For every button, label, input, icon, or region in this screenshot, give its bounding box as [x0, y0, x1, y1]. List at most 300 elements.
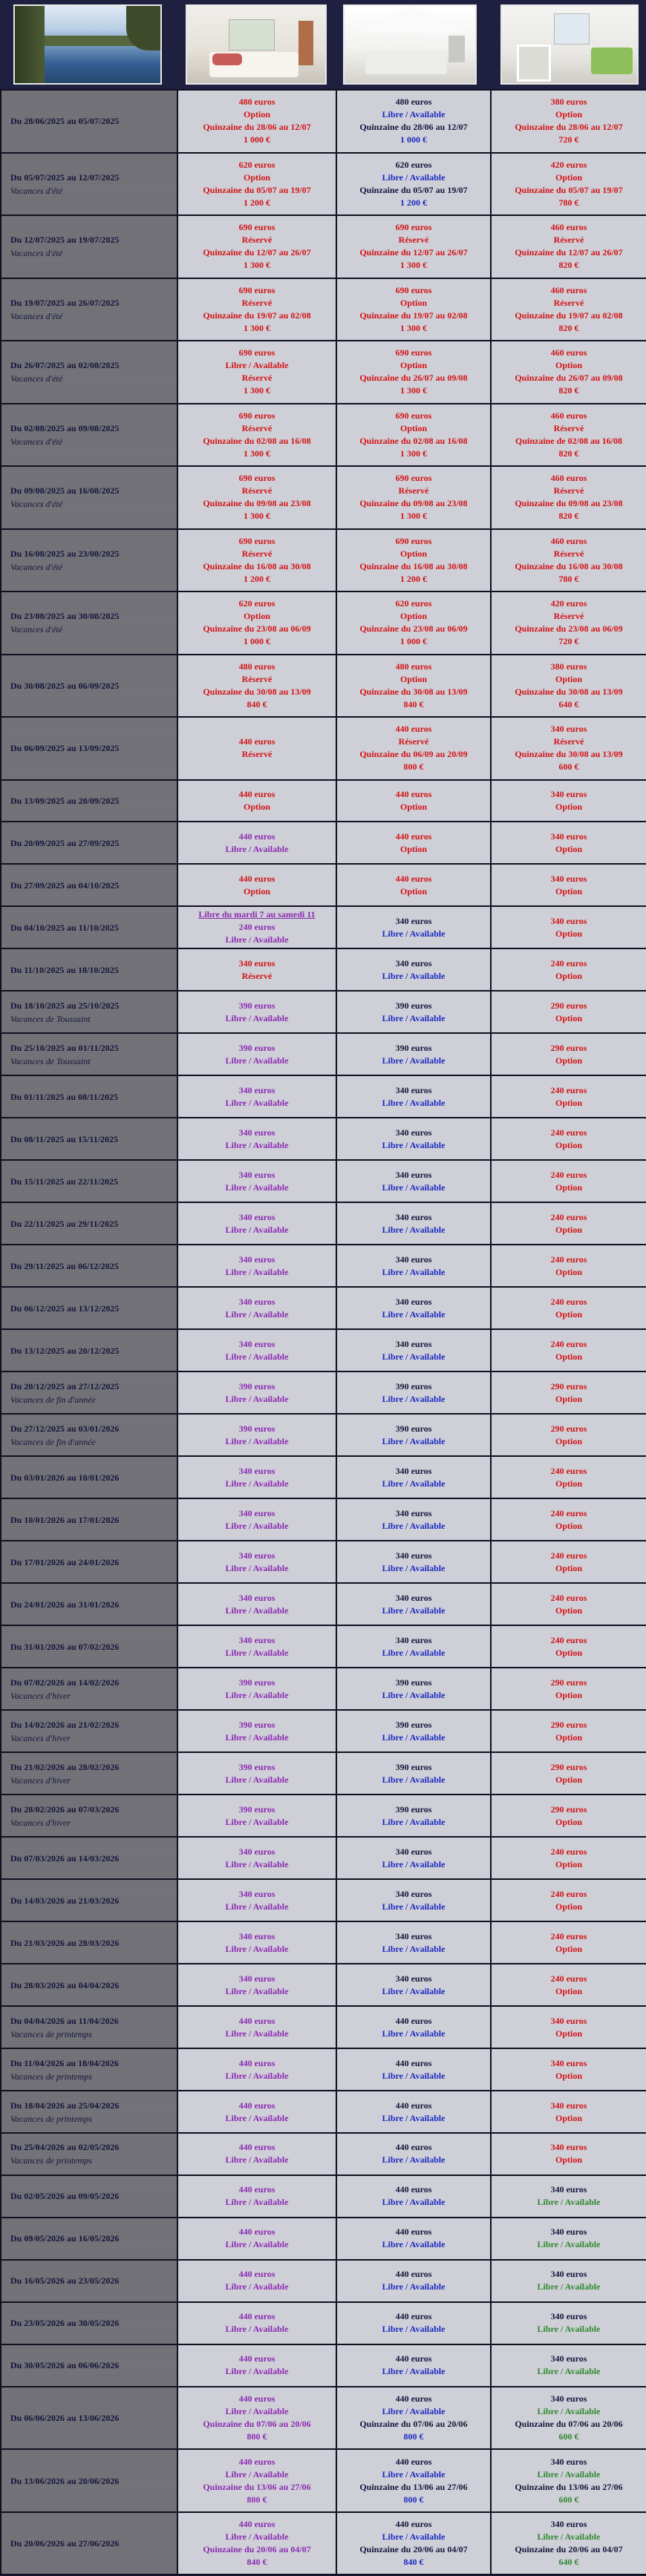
holiday-label: Vacances d'été — [10, 499, 63, 510]
room-2-photo — [343, 4, 477, 85]
week-date: Du 28/02/2026 au 07/03/2026 — [10, 1803, 120, 1815]
week-date: Du 20/12/2025 au 27/12/2025 — [10, 1380, 120, 1392]
table-row — [1, 404, 646, 467]
room-2-availability-cell — [336, 2218, 491, 2260]
room-1-availability-cell — [177, 529, 336, 592]
room-1-availability-cell — [177, 1414, 336, 1456]
room-3-availability-cell — [491, 991, 646, 1033]
weekly-price: 440 euros — [238, 2353, 275, 2364]
table-row — [1, 2091, 646, 2133]
weekly-price: 340 euros — [395, 1253, 432, 1265]
status-text: Option — [399, 422, 427, 433]
fortnight-label: Quinzaine du 05/07 au 19/07 — [359, 184, 468, 195]
status-text: Option — [555, 360, 582, 371]
status-text: Libre / Available — [225, 1943, 289, 1954]
room-1-availability-cell — [177, 1033, 336, 1075]
room-3-availability-cell — [491, 1625, 646, 1668]
table-row — [1, 864, 646, 906]
week-date-cell — [1, 780, 177, 822]
fortnight-label: Quinzaine du 26/07 au 09/08 — [359, 373, 468, 384]
weekly-price: 340 euros — [238, 1550, 275, 1561]
status-text: Option — [555, 885, 582, 897]
weekly-price: 440 euros — [395, 2015, 432, 2026]
room-2-availability-cell — [336, 341, 491, 404]
fortnight-price: 800 € — [247, 2431, 267, 2442]
table-row — [1, 1245, 646, 1287]
week-date: Du 22/11/2025 au 29/11/2025 — [10, 1218, 119, 1229]
room-1-availability-cell — [177, 991, 336, 1033]
status-text: Option — [555, 2028, 582, 2039]
status-text: Libre / Available — [225, 1308, 289, 1320]
weekly-price: 440 euros — [395, 2184, 432, 2195]
weekly-price: 240 euros — [550, 1550, 587, 1561]
table-row — [1, 2387, 646, 2450]
fortnight-label: Quinzaine du 20/06 au 04/07 — [203, 2544, 311, 2555]
week-date: Du 28/06/2025 au 05/07/2025 — [10, 116, 120, 127]
weekly-price: 390 euros — [238, 1423, 275, 1434]
status-text: Libre / Available — [225, 1266, 289, 1277]
room-3-availability-cell — [491, 717, 646, 780]
weekly-price: 460 euros — [550, 473, 587, 484]
week-date-cell — [1, 278, 177, 341]
fortnight-label: Quinzaine du 30/08 au 13/09 — [203, 686, 311, 697]
status-text: Libre / Available — [225, 1520, 289, 1531]
status-text: Libre / Available — [382, 1097, 446, 1108]
table-row — [1, 153, 646, 216]
holiday-label: Vacances de Toussaint — [10, 1013, 91, 1024]
fortnight-price: 1 300 € — [244, 448, 270, 459]
weekly-price: 340 euros — [238, 1888, 275, 1899]
week-date-cell — [1, 1921, 177, 1964]
fortnight-label: Quinzaine du 05/07 au 19/07 — [203, 184, 311, 195]
week-date: Du 06/09/2025 au 13/09/2025 — [10, 743, 120, 754]
availability-table — [0, 89, 646, 2575]
week-date-cell — [1, 2091, 177, 2133]
room-1-availability-cell — [177, 2449, 336, 2512]
status-text: Réservé — [241, 970, 273, 981]
room-2-availability-cell — [336, 2091, 491, 2133]
room-1-availability-cell — [177, 1710, 336, 1752]
table-row — [1, 2344, 646, 2387]
week-date-cell — [1, 2218, 177, 2260]
harbour-photo — [13, 4, 162, 85]
fortnight-label: Quinzaine du 30/08 au 13/09 — [515, 686, 623, 697]
room-3-availability-cell — [491, 466, 646, 529]
weekly-price: 340 euros — [395, 1338, 432, 1349]
fortnight-price: 800 € — [403, 2494, 424, 2505]
weekly-price: 340 euros — [550, 873, 587, 884]
status-text: Libre / Available — [382, 1816, 446, 1827]
status-text: Option — [555, 1901, 582, 1912]
header-cell-room-3 — [490, 0, 646, 89]
weekly-price: 340 euros — [238, 957, 275, 969]
status-text: Réservé — [553, 485, 584, 496]
status-text: Option — [555, 1435, 582, 1446]
room-1-availability-cell — [177, 2133, 336, 2175]
room-2-availability-cell — [336, 404, 491, 467]
fortnight-price: 640 € — [558, 2557, 579, 2568]
status-text: Option — [399, 548, 427, 559]
room-3-availability-cell — [491, 2048, 646, 2091]
room-1-availability-cell — [177, 153, 336, 216]
week-date-cell — [1, 991, 177, 1033]
week-date: Du 11/04/2026 au 18/04/2026 — [10, 2057, 119, 2068]
weekly-price: 340 euros — [238, 1296, 275, 1307]
week-date: Du 02/08/2025 au 09/08/2025 — [10, 422, 120, 433]
table-row — [1, 278, 646, 341]
week-date-cell — [1, 2175, 177, 2218]
room-1-availability-cell — [177, 948, 336, 991]
week-date-cell — [1, 948, 177, 991]
room-1-availability-cell — [177, 1329, 336, 1371]
room-1-availability-cell — [177, 2048, 336, 2091]
weekly-price: 690 euros — [395, 284, 432, 295]
table-row — [1, 1118, 646, 1160]
room-1-availability-cell — [177, 2006, 336, 2048]
room-3-availability-cell — [491, 1245, 646, 1287]
room-2-availability-cell — [336, 822, 491, 864]
weekly-price: 440 euros — [238, 873, 275, 884]
week-date-cell — [1, 153, 177, 216]
weekly-price: 690 euros — [395, 410, 432, 421]
status-text: Libre / Available — [225, 2406, 289, 2417]
week-date: Du 03/01/2026 au 10/01/2026 — [10, 1472, 120, 1483]
table-row — [1, 906, 646, 948]
room-3-availability-cell — [491, 215, 646, 278]
room-3-availability-cell — [491, 1160, 646, 1202]
room-2-availability-cell — [336, 1921, 491, 1964]
weekly-price: 340 euros — [395, 1846, 432, 1857]
fortnight-label: Quinzaine du 13/06 au 27/06 — [515, 2481, 623, 2492]
room-1-availability-cell — [177, 822, 336, 864]
fortnight-label: Quinzaine du 30/08 au 13/09 — [515, 749, 623, 760]
table-row — [1, 591, 646, 655]
status-text: Libre / Available — [225, 1562, 289, 1573]
fortnight-label: Quinzaine du 28/06 au 12/07 — [515, 122, 623, 133]
room-2-availability-cell — [336, 1414, 491, 1456]
fortnight-label: Quinzaine du 26/07 au 09/08 — [515, 373, 623, 384]
room-1-availability-cell — [177, 1287, 336, 1329]
weekly-price: 340 euros — [395, 957, 432, 969]
room-2-availability-cell — [336, 1752, 491, 1795]
week-date-cell — [1, 1118, 177, 1160]
status-text: Libre / Available — [225, 1605, 289, 1616]
fortnight-price: 840 € — [247, 698, 267, 709]
room-3-availability-cell — [491, 2218, 646, 2260]
status-text: Libre / Available — [225, 2070, 289, 2081]
room-2-availability-cell — [336, 278, 491, 341]
fortnight-price: 1 200 € — [244, 197, 270, 208]
weekly-price: 340 euros — [395, 1296, 432, 1307]
weekly-price: 340 euros — [550, 788, 587, 799]
table-row — [1, 1033, 646, 1075]
week-date: Du 04/10/2025 au 11/10/2025 — [10, 922, 119, 933]
room-3-availability-cell — [491, 1668, 646, 1710]
weekly-price: 440 euros — [238, 2100, 275, 2111]
fortnight-price: 1 300 € — [400, 322, 427, 333]
week-date: Du 24/01/2026 au 31/01/2026 — [10, 1599, 120, 1610]
room-1-availability-cell — [177, 1752, 336, 1795]
status-text: Libre / Available — [225, 1139, 289, 1150]
status-text: Option — [399, 360, 427, 371]
status-text: Option — [555, 1605, 582, 1616]
weekly-price: 340 euros — [550, 2393, 587, 2405]
room-3-availability-cell — [491, 2449, 646, 2512]
weekly-price: 290 euros — [550, 1803, 587, 1815]
fortnight-label: Quinzaine du 28/06 au 12/07 — [359, 122, 468, 133]
status-text: Option — [555, 2154, 582, 2166]
weekly-price: 620 euros — [238, 598, 275, 609]
fortnight-price: 600 € — [558, 761, 579, 773]
fortnight-price: 600 € — [558, 2431, 579, 2442]
table-row — [1, 1075, 646, 1118]
room-2-availability-cell — [336, 153, 491, 216]
room-2-availability-cell — [336, 655, 491, 718]
weekly-price: 340 euros — [550, 2311, 587, 2322]
week-date-cell — [1, 1837, 177, 1879]
table-row — [1, 2218, 646, 2260]
status-text: Réservé — [241, 673, 273, 684]
week-date: Du 01/11/2025 au 08/11/2025 — [10, 1091, 119, 1102]
status-text: Réservé — [553, 548, 584, 559]
status-text: Option — [555, 928, 582, 939]
week-date: Du 10/01/2026 au 17/01/2026 — [10, 1514, 120, 1525]
fortnight-price: 820 € — [558, 322, 579, 333]
status-text: Libre / Available — [225, 2154, 289, 2166]
weekly-price: 290 euros — [550, 1380, 587, 1392]
week-date-cell — [1, 2302, 177, 2344]
status-text: Libre / Available — [225, 1816, 289, 1827]
fortnight-price: 840 € — [403, 698, 424, 709]
room-2-availability-cell — [336, 1795, 491, 1837]
status-text: Option — [243, 801, 270, 812]
status-text: Réservé — [241, 485, 273, 496]
fortnight-price: 820 € — [558, 448, 579, 459]
weekly-price: 390 euros — [238, 1380, 275, 1392]
status-text: Option — [243, 611, 270, 622]
room-3-availability-cell — [491, 1583, 646, 1625]
status-text: Libre / Available — [225, 2324, 289, 2335]
weekly-price: 390 euros — [395, 1803, 432, 1815]
status-text: Libre / Available — [382, 2239, 446, 2250]
week-date-cell — [1, 2048, 177, 2091]
room-3-availability-cell — [491, 2344, 646, 2387]
table-row — [1, 991, 646, 1033]
room-1-availability-cell — [177, 2175, 336, 2218]
weekly-price: 440 euros — [238, 830, 275, 842]
status-text: Option — [555, 109, 582, 120]
table-row — [1, 2133, 646, 2175]
status-text: Libre / Available — [225, 2028, 289, 2039]
room-1-availability-cell — [177, 1160, 336, 1202]
status-text: Option — [555, 2112, 582, 2123]
weekly-price: 340 euros — [395, 915, 432, 926]
status-text: Option — [555, 1731, 582, 1743]
weekly-price: 420 euros — [550, 598, 587, 609]
room-3-availability-cell — [491, 780, 646, 822]
weekly-price: 340 euros — [238, 1211, 275, 1222]
table-row — [1, 1329, 646, 1371]
weekly-price: 440 euros — [238, 2057, 275, 2068]
weekly-price: 340 euros — [238, 1592, 275, 1603]
room-2-availability-cell — [336, 1371, 491, 1414]
weekly-price: 240 euros — [550, 1211, 587, 1222]
status-text: Option — [555, 1055, 582, 1066]
table-row — [1, 1625, 646, 1668]
weekly-price: 620 euros — [395, 159, 432, 170]
fortnight-label: Quinzaine du 07/06 au 20/06 — [203, 2419, 311, 2430]
room-2-availability-cell — [336, 1583, 491, 1625]
room-3-availability-cell — [491, 1879, 646, 1921]
status-text: Option — [555, 1562, 582, 1573]
status-text: Libre / Available — [225, 1097, 289, 1108]
availability-link[interactable]: Libre du mardi 7 au samedi 11 — [198, 909, 316, 920]
weekly-price: 340 euros — [395, 1592, 432, 1603]
fortnight-price: 1 300 € — [400, 511, 427, 522]
table-row — [1, 1668, 646, 1710]
week-date: Du 13/09/2025 au 20/09/2025 — [10, 795, 120, 806]
fortnight-label: Quinzaine du 09/08 au 23/08 — [359, 498, 468, 509]
fortnight-label: Quinzaine du 13/06 au 27/06 — [359, 2481, 468, 2492]
weekly-price: 440 euros — [395, 873, 432, 884]
status-text: Option — [555, 1182, 582, 1193]
week-date-cell — [1, 1456, 177, 1498]
week-date: Du 08/11/2025 au 15/11/2025 — [10, 1133, 119, 1144]
status-text: Option — [555, 1689, 582, 1700]
weekly-price: 440 euros — [238, 2456, 275, 2467]
week-date: Du 11/10/2025 au 18/10/2025 — [10, 964, 119, 975]
week-date-cell — [1, 1414, 177, 1456]
week-date-cell — [1, 1245, 177, 1287]
room-2-availability-cell — [336, 1879, 491, 1921]
room-3-availability-cell — [491, 1964, 646, 2006]
status-text: Libre / Available — [225, 1435, 289, 1446]
status-text: Libre / Available — [225, 1985, 289, 1996]
weekly-price: 340 euros — [395, 1888, 432, 1899]
room-3-availability-cell — [491, 1202, 646, 1245]
room-2-availability-cell — [336, 2048, 491, 2091]
room-3-availability-cell — [491, 2091, 646, 2133]
status-text: Libre / Available — [382, 1308, 446, 1320]
status-text: Libre / Available — [382, 1520, 446, 1531]
room-3-availability-cell — [491, 1921, 646, 1964]
week-date-cell — [1, 2344, 177, 2387]
fortnight-price: 820 € — [558, 260, 579, 271]
room-3-availability-cell — [491, 2260, 646, 2302]
week-date-cell — [1, 822, 177, 864]
weekly-price: 690 euros — [238, 535, 275, 546]
table-row — [1, 1202, 646, 1245]
status-text: Libre / Available — [382, 2324, 446, 2335]
status-text: Option — [555, 1224, 582, 1235]
holiday-label: Vacances d'été — [10, 310, 63, 321]
weekly-price: 440 euros — [395, 2142, 432, 2153]
room-1-availability-cell — [177, 717, 336, 780]
weekly-price: 240 euros — [550, 1888, 587, 1899]
status-text: Libre / Available — [382, 171, 446, 183]
room-1-availability-cell — [177, 2387, 336, 2450]
status-text: Libre / Available — [382, 1562, 446, 1573]
weekly-price: 240 euros — [550, 1338, 587, 1349]
status-text: Libre / Available — [382, 1478, 446, 1489]
fortnight-price: 1 300 € — [244, 322, 270, 333]
room-1-availability-cell — [177, 780, 336, 822]
table-row — [1, 655, 646, 718]
weekly-price: 440 euros — [395, 2456, 432, 2467]
room-3-availability-cell — [491, 1075, 646, 1118]
weekly-price: 340 euros — [395, 1169, 432, 1180]
week-date: Du 15/11/2025 au 22/11/2025 — [10, 1176, 119, 1187]
room-3-availability-cell — [491, 90, 646, 153]
weekly-price: 340 euros — [395, 1507, 432, 1518]
status-text: Libre / Available — [225, 2468, 289, 2480]
week-date: Du 07/03/2026 au 14/03/2026 — [10, 1852, 120, 1864]
week-date: Du 27/09/2025 au 04/10/2025 — [10, 879, 120, 891]
weekly-price: 340 euros — [550, 2057, 587, 2068]
fortnight-label: Quinzaine du 23/08 au 06/09 — [515, 623, 623, 635]
status-text: Libre / Available — [382, 2028, 446, 2039]
room-2-availability-cell — [336, 1202, 491, 1245]
weekly-price: 240 euros — [550, 1169, 587, 1180]
room-1-availability-cell — [177, 1541, 336, 1583]
fortnight-price: 640 € — [558, 698, 579, 709]
room-1-availability-cell — [177, 404, 336, 467]
week-date-cell — [1, 1541, 177, 1583]
status-text: Option — [555, 843, 582, 854]
weekly-price: 440 euros — [395, 724, 432, 735]
weekly-price: 440 euros — [238, 2311, 275, 2322]
holiday-label: Vacances d'hiver — [10, 1732, 71, 1743]
room-2-availability-cell — [336, 1245, 491, 1287]
status-text: Réservé — [241, 422, 273, 433]
room-2-availability-cell — [336, 1287, 491, 1329]
week-date: Du 23/05/2026 au 30/05/2026 — [10, 2318, 120, 2329]
week-date: Du 05/07/2025 au 12/07/2025 — [10, 171, 120, 183]
weekly-price: 480 euros — [395, 661, 432, 672]
status-text: Libre / Available — [225, 1351, 289, 1362]
weekly-price: 340 euros — [238, 1930, 275, 1941]
weekly-price: 390 euros — [395, 1761, 432, 1772]
room-2-availability-cell — [336, 2302, 491, 2344]
status-text: Libre / Available — [537, 2197, 601, 2208]
weekly-price: 620 euros — [395, 598, 432, 609]
status-text: Libre / Available — [225, 1182, 289, 1193]
status-text: Libre / Available — [225, 1858, 289, 1869]
week-date-cell — [1, 341, 177, 404]
table-row — [1, 90, 646, 153]
room-2-availability-cell — [336, 215, 491, 278]
weekly-price: 620 euros — [238, 159, 275, 170]
fortnight-price: 820 € — [558, 511, 579, 522]
week-date-cell — [1, 1879, 177, 1921]
room-1-availability-cell — [177, 1964, 336, 2006]
week-date-cell — [1, 2260, 177, 2302]
week-date: Du 28/03/2026 au 04/04/2026 — [10, 1979, 120, 1990]
room-2-availability-cell — [336, 1075, 491, 1118]
weekly-price: 390 euros — [395, 1000, 432, 1011]
status-text: Option — [555, 1351, 582, 1362]
status-text: Libre / Available — [225, 1224, 289, 1235]
weekly-price: 240 euros — [550, 1930, 587, 1941]
status-text: Réservé — [241, 297, 273, 308]
weekly-price: 340 euros — [395, 1127, 432, 1138]
status-text: Libre / Available — [225, 1393, 289, 1404]
room-2-availability-cell — [336, 906, 491, 948]
weekly-price: 340 euros — [550, 2100, 587, 2111]
weekly-price: 240 euros — [238, 922, 275, 933]
weekly-price: 390 euros — [395, 1677, 432, 1688]
status-text: Libre / Available — [382, 2366, 446, 2377]
